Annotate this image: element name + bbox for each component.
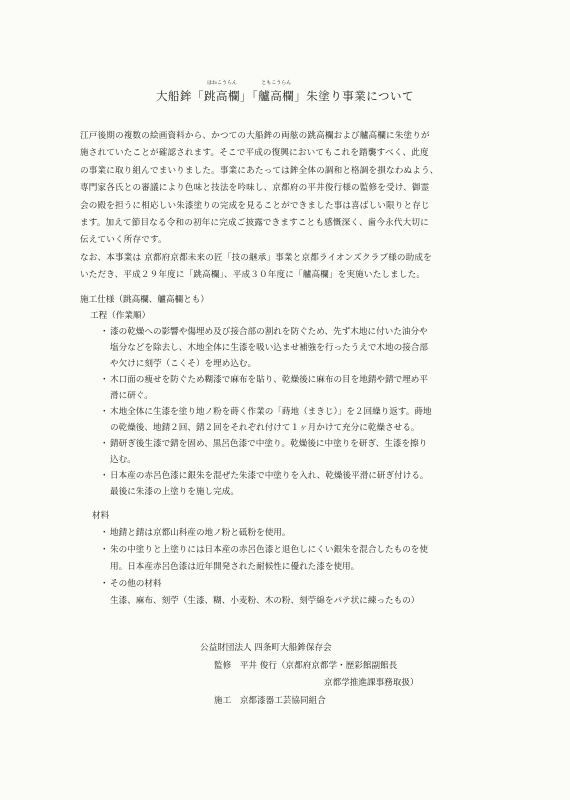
- process-step: [100, 372, 510, 404]
- intro-line: ます。加えて節目なる令和の初年に完成ご披露できますことも感慨深く、歯今永代大切に: [80, 218, 429, 229]
- material-line: 地錆と錆は京都山科産の地ノ粉と砥粉を使用。: [110, 528, 291, 538]
- bullet-mark: ・: [100, 545, 109, 555]
- organization-name: 公益財団法人 四条町大船鉾保存会: [200, 643, 332, 653]
- step-line: 込む。: [110, 455, 136, 465]
- process-subheading: 工程（作業順）: [90, 311, 151, 321]
- intro-line: 専門家各氏との審議により色味と技法を吟味し、京都府の平井俊行様の監修を受け、御霊: [80, 183, 430, 194]
- materials-section: [92, 508, 512, 610]
- materials-list: [92, 525, 512, 593]
- intro-paragraph: [80, 128, 500, 285]
- title-ruby-hanekouran: はねこうらん: [206, 80, 237, 86]
- title-term-hanekouran-text: 跳高欄: [203, 89, 240, 103]
- construction-spec: [80, 292, 510, 500]
- intro-line: なお、本事業は 京都府京都未来の匠「技の継承」事業と京都ライオンズクラブ様の助成を: [80, 252, 432, 263]
- intro-line: 会の殿を担うに相応しい朱漆塗りの完成を見ることができました事は喜ばしい限りと存じ: [80, 200, 430, 211]
- step-line: 木地全体に生漆を塗り地ノ粉を蒔く作業の「蒔地（まきじ）」を２回繰り返す。蒔地: [110, 407, 432, 417]
- title-suffix: 」朱塗り事業について: [294, 89, 415, 103]
- bullet-mark: ・: [100, 579, 109, 589]
- step-line: 木口面の痩せを防ぐため糊漆で麻布を貼り、乾燥後に麻布の目を地錆や錆で埋め平: [110, 375, 428, 385]
- bullet-mark: ・: [100, 407, 109, 417]
- intro-line: 江戸後期の複数の絵画資料から、かつての大船鉾の両舷の跳高欄および艫高欄に朱塗りが: [80, 131, 430, 141]
- other-materials: 生漆、麻布、刻苧（生漆、糊、小麦粉、木の粉、刻苧綿をパテ状に練ったもの）: [110, 596, 420, 606]
- material-line: その他の材料: [110, 579, 162, 589]
- step-line: 塩分などを除去し、木地全体に生漆を吸い込ませ補強を行ったうえで木地の接合部: [110, 343, 428, 353]
- materials-heading: 材料: [92, 511, 110, 521]
- bullet-mark: ・: [100, 327, 109, 337]
- process-list: [80, 324, 510, 500]
- signature-block: [200, 640, 520, 710]
- title-term-tomokouran-text: 艫高欄: [258, 89, 295, 103]
- step-line: 日本産の赤呂色漆に銀朱を混ぜた朱漆で中塗りを入れ、乾燥後平滑に研ぎ付ける。: [110, 471, 429, 481]
- contractor-line: [200, 693, 520, 711]
- step-line: 錆研ぎ後生漆で錆を固め、黒呂色漆で中塗り。乾燥後に中塗りを研ぎ、生漆を擦り: [110, 439, 428, 449]
- intro-line: 施されていたことが確認されます。そこで平成の復興においてもこれを踏襲すべく、此度: [80, 148, 429, 159]
- material-item: [100, 525, 512, 542]
- title-middle: 」「: [239, 89, 259, 103]
- contractor-name: 京都漆器工芸協同組合: [239, 695, 326, 706]
- bullet-mark: ・: [100, 375, 109, 385]
- process-step: [100, 436, 510, 468]
- supervise-label: 監修: [214, 660, 232, 671]
- step-line: 漆の乾燥への影響や傷埋め及び接合部の割れを防ぐため、先ず木地に付いた油分や: [110, 327, 428, 337]
- title-term-tomokouran: [258, 80, 295, 104]
- intro-line: いただき、平成２９年度に「跳高欄」、平成３０年度に「艫高欄」を実施いたしました。: [80, 270, 426, 281]
- supervisor-title-cont: 京都学推進課事務取扱）: [324, 678, 419, 689]
- step-line: や欠けに刻苧（こくそ）を埋め込む。: [110, 359, 257, 369]
- process-step: [100, 324, 510, 372]
- step-line: の乾燥後、地錆２回、錆２回をそれぞれ付けて１ヶ月かけて充分に乾燥させる。: [110, 423, 420, 433]
- intro-line: 伝えていく所存です。: [80, 235, 167, 246]
- document-title: [0, 80, 570, 104]
- construction-label: 施工: [214, 695, 232, 706]
- material-item: [100, 576, 512, 593]
- material-item: [100, 542, 512, 576]
- title-term-hanekouran: [203, 80, 240, 104]
- intro-line: の事業に取り組んでまいりました。事業にあたっては鉾全体の調和と格調を損なわぬよう、: [80, 165, 439, 176]
- process-step: [100, 468, 510, 500]
- bullet-mark: ・: [100, 528, 109, 538]
- spec-heading: 施工仕様（跳高欄、艫高欄とも）: [80, 295, 209, 305]
- bullet-mark: ・: [100, 439, 109, 449]
- supervisor-name: 平井 俊行（京都府京都学・歴彩館副館長: [239, 660, 398, 671]
- material-line: 用。日本産赤呂色漆は近年開発された耐候性に優れた漆を使用。: [110, 562, 360, 572]
- supervisor-line: [200, 658, 520, 676]
- title-ruby-tomokouran: ともこうらん: [261, 80, 292, 86]
- material-line: 朱の中塗りと上塗りには日本産の赤呂色漆と退色しにくい銀朱を混合したものを使: [110, 545, 428, 555]
- step-line: 最後に朱漆の上塗りを施し完成。: [110, 487, 239, 497]
- bullet-mark: ・: [100, 471, 109, 481]
- process-step: [100, 404, 510, 436]
- step-line: 滑に研ぐ。: [110, 391, 153, 401]
- title-prefix: 大船鉾「: [155, 89, 204, 103]
